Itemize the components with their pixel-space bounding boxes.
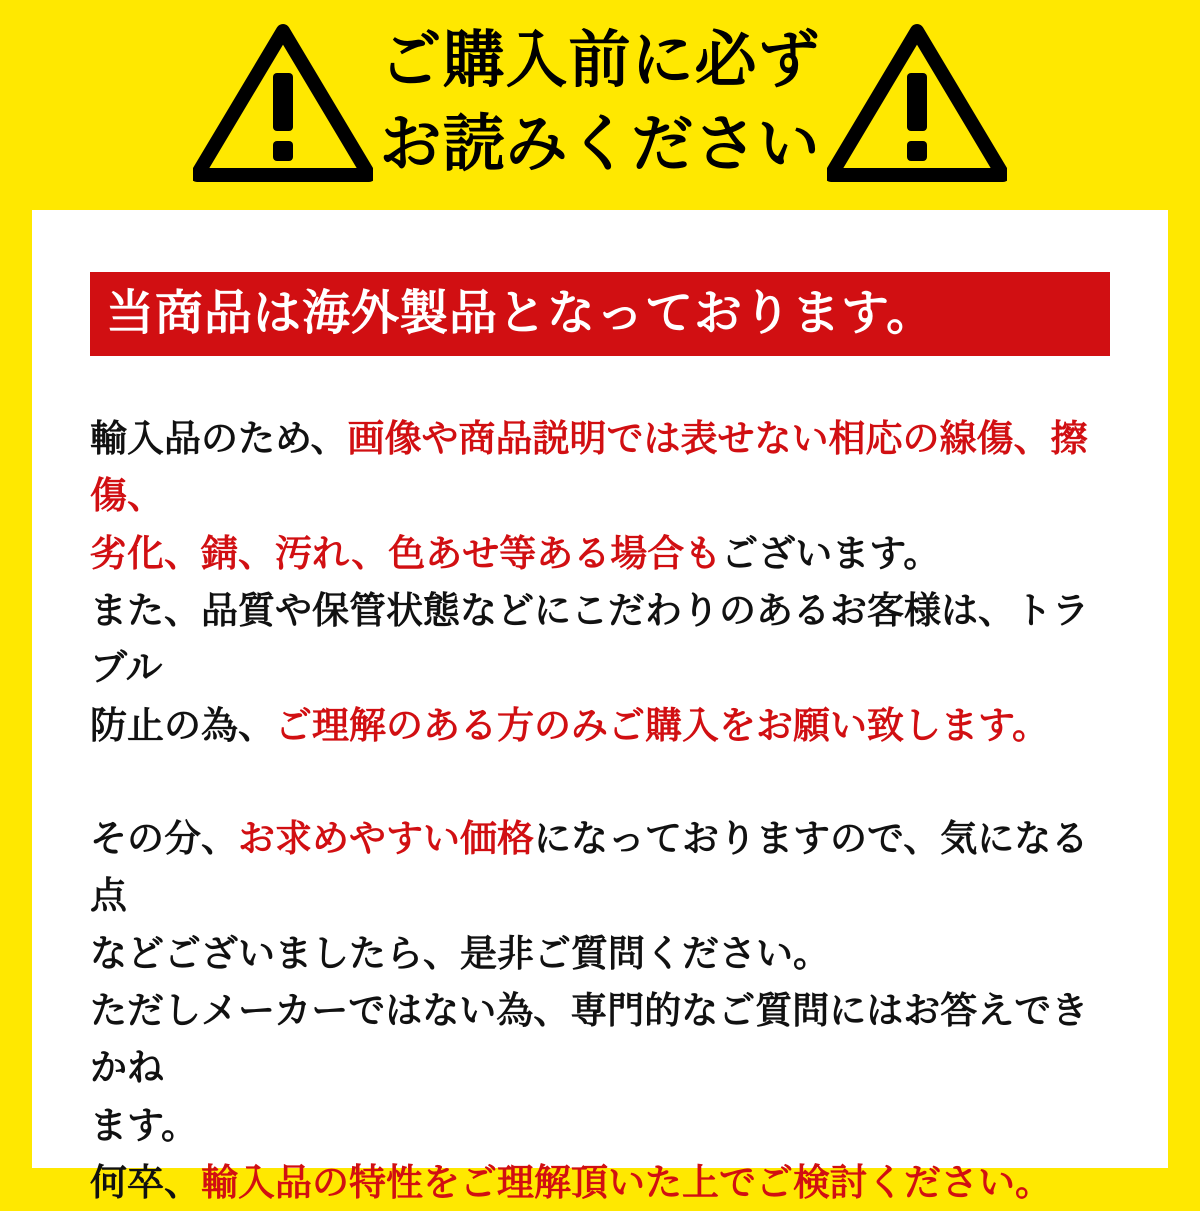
body-text: ます。	[90, 1104, 199, 1146]
paragraph-2	[90, 810, 1120, 1211]
page-header	[0, 0, 1200, 205]
body-text: ございます。	[721, 532, 941, 574]
banner-text: 当商品は海外製品となっております。	[106, 287, 936, 340]
notice-line	[90, 925, 1120, 982]
body-text: 防止の為、	[90, 704, 275, 746]
notice-line	[90, 1097, 1120, 1154]
notice-line	[90, 410, 1120, 525]
page-title-line-1: ご購入前に必ず	[379, 25, 821, 95]
notice-line	[90, 810, 1120, 925]
notice-line	[90, 525, 1120, 582]
notice-line	[90, 1154, 1120, 1211]
body-text: ただしメーカーではない為、専門的なご質問にはお答えできかね	[90, 990, 1089, 1089]
page-title-line-2: お読みください	[379, 109, 821, 179]
paragraph-1	[90, 410, 1120, 754]
notice-line	[90, 582, 1120, 697]
body-text: などございましたら、是非ご質問ください。	[90, 932, 830, 974]
paragraph-spacer	[90, 754, 1120, 810]
emphasis-text: 画像や商品説明では表せない相応の線傷、擦傷、	[90, 418, 1088, 517]
notice-line	[90, 982, 1120, 1097]
body-text: また、品質や保管状態などにこだわりのあるお客様は、トラブル	[90, 590, 1089, 689]
emphasis-text: 輸入品の特性をご理解頂いた上でご検討ください。	[201, 1162, 1052, 1204]
body-text: その分、	[90, 818, 238, 860]
body-text: になっておりますので、気になる点	[90, 818, 1089, 917]
emphasis-text: ご理解のある方のみご購入をお願い致します。	[275, 704, 1050, 746]
banner-overseas-product	[90, 272, 1110, 356]
body-text: 輸入品のため、	[90, 418, 348, 459]
notice-line	[90, 697, 1120, 754]
emphasis-text: 劣化、錆、汚れ、色あせ等ある場合も	[90, 532, 722, 574]
page-title	[373, 19, 826, 186]
notice-card	[32, 210, 1168, 1204]
notice-body	[90, 410, 1120, 1211]
body-text: 何卒、	[90, 1162, 201, 1204]
emphasis-text: お求めやすい価格	[238, 818, 534, 860]
warning-triangle-icon	[193, 23, 373, 183]
warning-triangle-icon	[827, 23, 1007, 183]
